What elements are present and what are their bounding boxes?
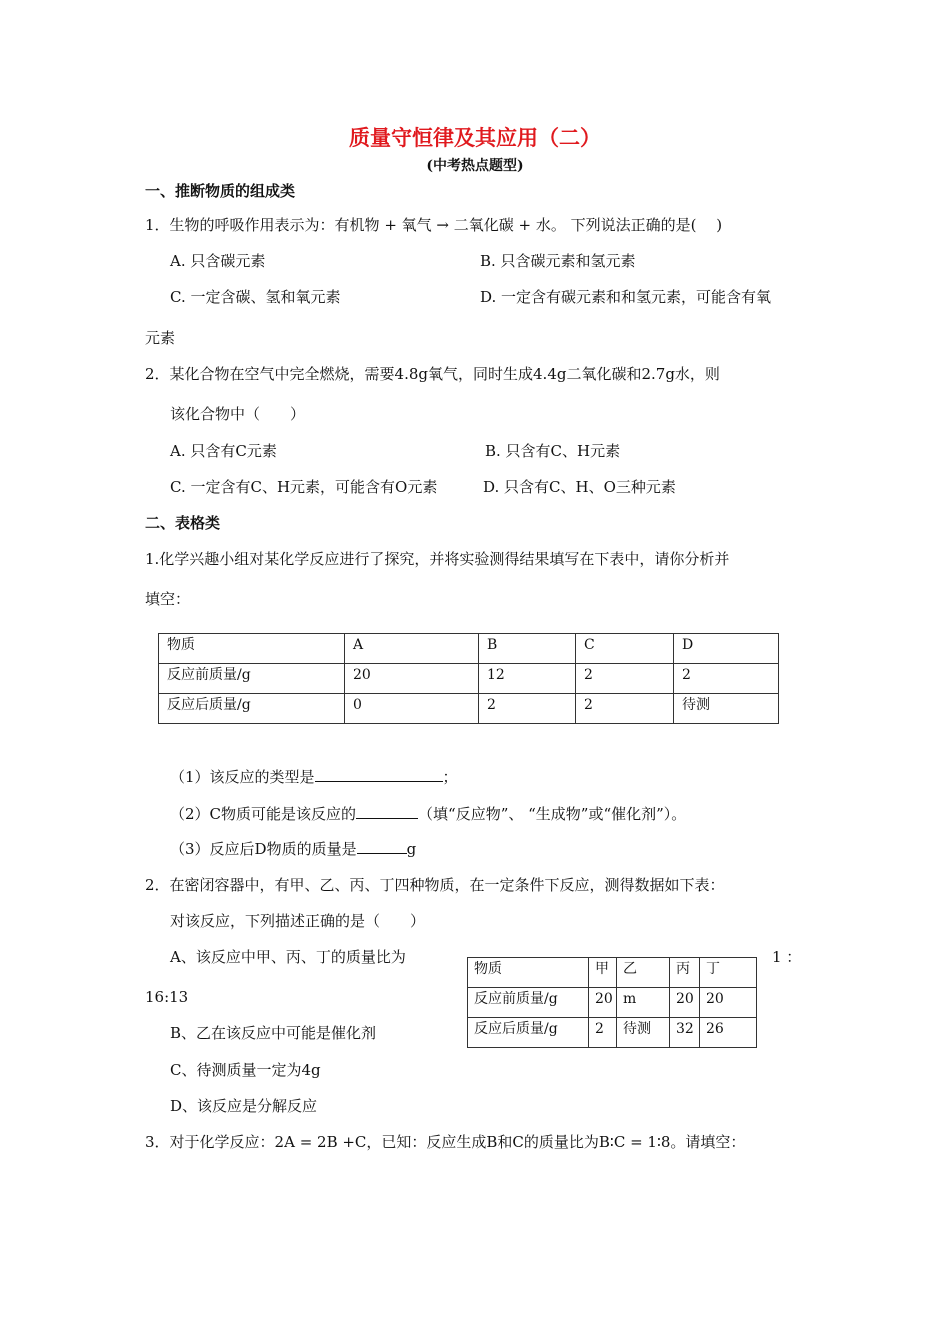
table-row [468,988,757,1018]
sub1-end: ； [442,768,458,786]
sub3-unit: g [406,840,417,858]
s1-q2-option-b: B. 只含有C、H元素 [485,442,621,460]
s1-q1-option-b: B. 只含碳元素和氢元素 [480,252,636,270]
table-cell: C [576,634,674,664]
table-cell: 20 [589,988,617,1018]
page-subtitle: (中考热点题型) [426,158,524,174]
table-cell: 反应前质量/g [468,988,589,1018]
table-cell: A [345,634,479,664]
table-cell: 2 [479,694,576,724]
table-cell: 20 [700,988,757,1018]
s1-q2-option-d: D. 只含有C、H、O三种元素 [483,478,676,496]
section-1-heading: 一、推断物质的组成类 [145,182,296,200]
s2-q2-option-a: A、该反应中甲、丙、丁的质量比为 [170,948,406,966]
table-cell: B [479,634,576,664]
table-cell: 20 [345,664,479,694]
s1-q1-option-a: A. 只含碳元素 [170,252,266,270]
table-cell: 物质 [468,958,589,988]
s2-q1-stem-line2: 填空： [145,590,191,608]
s1-q1-option-d: D. 一定含有碳元素和和氢元素，可能含有氧 [480,288,772,306]
table-cell: 26 [700,1018,757,1048]
s2-q3-stem: 3．对于化学反应：2A = 2B +C，已知：反应生成B和C的质量比为B∶C = 1∶8。请填空： [145,1133,746,1151]
table-cell: 乙 [617,958,670,988]
s2-q2-stem-line2: 对该反应，下列描述正确的是（ ） [170,912,426,930]
s1-q2-option-c: C. 一定含有C、H元素，可能含有O元素 [170,478,438,496]
page-title: 质量守恒律及其应用（二） [349,125,601,150]
s2-q1-stem-line1: 1.化学兴趣小组对某化学反应进行了探究，并将实验测得结果填写在下表中，请你分析并 [145,550,730,568]
section-2-heading: 二、表格类 [145,514,221,532]
answer-blank-2[interactable] [356,804,418,819]
s2-q2-option-a-ratio: 1 ： [772,948,802,966]
table-cell: 2 [576,694,674,724]
table-cell: 2 [674,664,779,694]
s1-q2-stem-line1: 2．某化合物在空气中完全燃烧，需要4.8g氧气，同时生成4.4g二氧化碳和2.7g水，则 [145,365,720,383]
s2-q2-stem-line1: 2．在密闭容器中，有甲、乙、丙、丁四种物质，在一定条件下反应，测得数据如下表： [145,876,725,894]
s2-q1-data-table [158,633,779,724]
s1-q1-stem: 1．生物的呼吸作用表示为：有机物 + 氧气 → 二氧化碳 + 水。 下列说法正确的是( ) [145,216,723,234]
table-row [159,664,779,694]
table-cell: 2 [589,1018,617,1048]
table-cell: 20 [670,988,700,1018]
table-cell: 2 [576,664,674,694]
sub2-text: （2）C物质可能是该反应的 [170,805,357,823]
table-cell: 待测 [617,1018,670,1048]
table-cell: 物质 [159,634,345,664]
answer-blank-3[interactable] [357,839,407,854]
s1-q2-option-a: A. 只含有C元素 [170,442,277,460]
table-cell: 反应后质量/g [159,694,345,724]
table-cell: 32 [670,1018,700,1048]
s2-q2-option-a-continued: 16:13 [145,988,189,1006]
s2-q1-sub3 [170,838,416,859]
table-cell: 甲 [589,958,617,988]
table-cell: 12 [479,664,576,694]
s2-q1-sub1 [170,766,458,787]
table-row [159,694,779,724]
table-header-row [468,958,757,988]
s2-q2-option-b: B、乙在该反应中可能是催化剂 [170,1024,377,1042]
table-cell: 反应前质量/g [159,664,345,694]
s1-q1-option-c: C. 一定含碳、氢和氧元素 [170,288,341,306]
table-cell: m [617,988,670,1018]
table-row [468,1018,757,1048]
s2-q1-sub2 [170,803,686,824]
s2-q2-data-table [467,957,757,1048]
s2-q2-option-d: D、该反应是分解反应 [170,1097,318,1115]
s1-q2-stem-line2: 该化合物中（ ） [170,405,306,423]
table-cell: D [674,634,779,664]
sub3-text: （3）反应后D物质的质量是 [170,840,357,858]
table-header-row [159,634,779,664]
sub1-text: （1）该反应的类型是 [170,768,315,786]
table-cell: 0 [345,694,479,724]
sub2-end: （填“反应物”、 “生成物”或“催化剂”）。 [418,805,687,823]
table-cell: 丙 [670,958,700,988]
s1-q1-option-d-continued: 元素 [145,329,176,347]
answer-blank-1[interactable] [315,767,443,782]
s2-q2-option-c: C、待测质量一定为4g [170,1061,321,1079]
table-cell: 丁 [700,958,757,988]
table-cell: 待测 [674,694,779,724]
table-cell: 反应后质量/g [468,1018,589,1048]
